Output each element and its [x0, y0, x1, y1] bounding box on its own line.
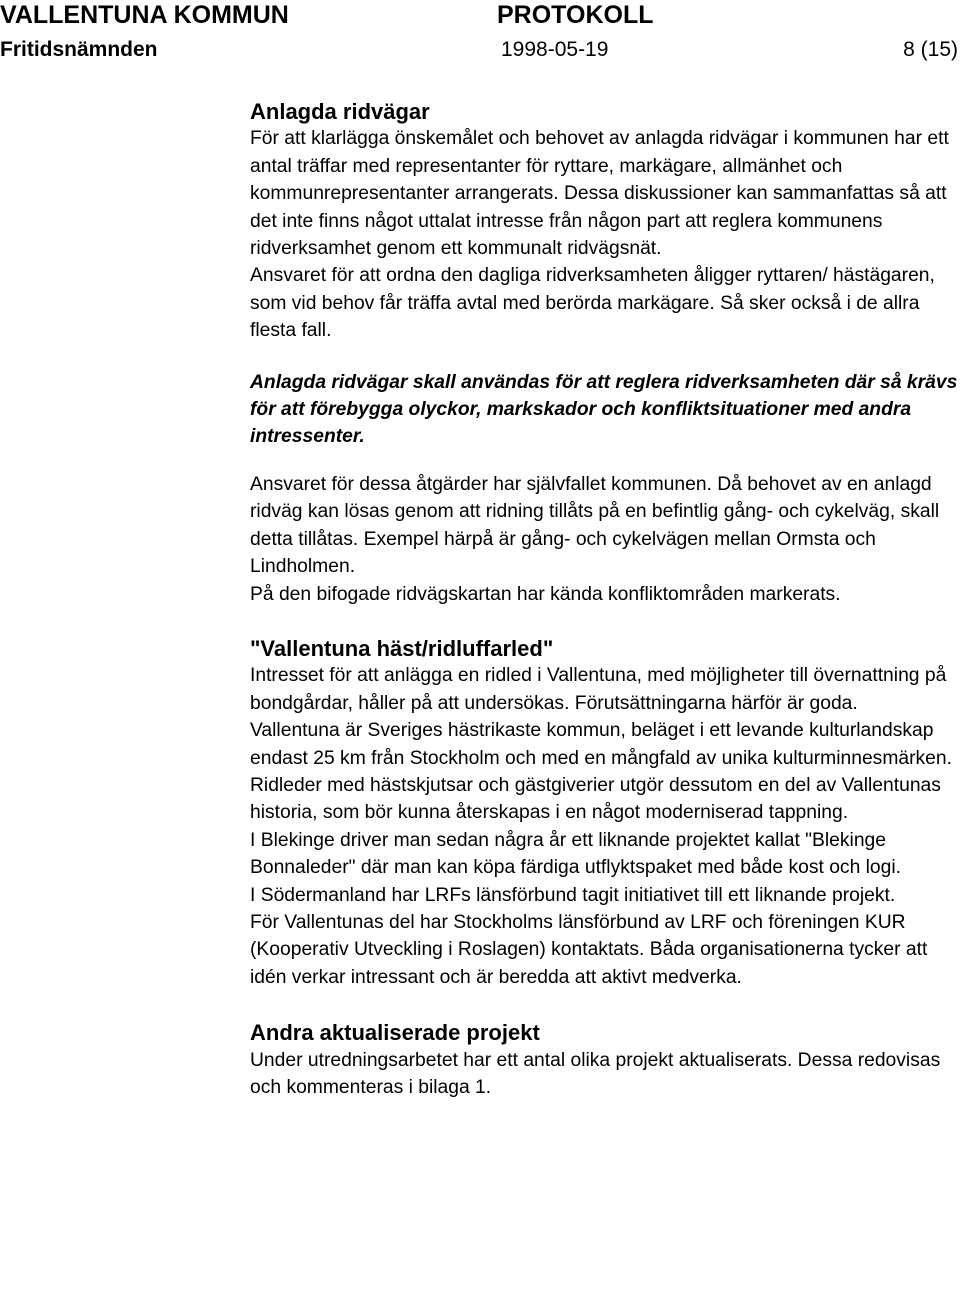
section-ridluffarled: [250, 635, 960, 991]
section-heading: Andra aktualiserade projekt: [250, 1020, 540, 1046]
committee-name: Fritidsnämnden: [0, 38, 158, 61]
paragraph: Under utredningsarbetet har ett antal olika projekt aktualiserats. Dessa redovisas och kommenteras i bilaga 1.: [250, 1049, 941, 1098]
paragraph: I Södermanland har LRFs länsförbund tagit initiativet till ett liknande projekt.: [250, 884, 896, 906]
document-type: PROTOKOLL: [497, 1, 654, 29]
page-header: [0, 0, 960, 70]
paragraph: Ansvaret för att ordna den dagliga ridverksamheten åligger ryttaren/ hästägaren, som vid behov får träffa avtal med berörda markägare. Så sker också i de allra flesta fall.: [250, 265, 935, 342]
paragraph: På den bifogade ridvägskartan har kända konfliktområden markerats.: [250, 583, 841, 605]
page-number: 8 (15): [903, 38, 958, 61]
paragraph: För Vallentunas del har Stockholms länsförbund av LRF och föreningen KUR (Kooperativ Utveckling i Roslagen) kontaktats. Båda organisationerna tycker att idén verkar intressant och är beredda att aktivt medverka.: [250, 911, 928, 988]
meeting-date: 1998-05-19: [501, 38, 609, 61]
paragraph: För att klarlägga önskemålet och behovet av anlagda ridvägar i kommunen har ett antal träffar med representanter för ryttare, markägare, allmänhet och kommunrepresentanter arrangerats. Dessa diskussioner kan sammanfattas så att det inte finns något uttalat intresse från någon part att reglera kommunens ridverksamhet genom ett kommunalt ridvägsnät.: [250, 128, 949, 260]
section-anlagda-ridvagar: [250, 98, 960, 608]
organization-name: VALLENTUNA KOMMUN: [0, 1, 289, 29]
paragraph: Ansvaret för dessa åtgärder har självfallet kommunen. Då behovet av en anlagd ridväg kan lösas genom att ridning tillåts på en befintlig gång- och cykelväg, skall detta tillåtas. Exempel härpå är gång- och cykelvägen mellan Ormsta och Lindholmen.: [250, 473, 940, 578]
paragraph: Vallentuna är Sveriges hästrikaste kommun, beläget i ett levande kulturlandskap endast 25 km från Stockholm och med en mångfald av unika kulturminnesmärken.: [250, 720, 952, 769]
paragraph: I Blekinge driver man sedan några år ett liknande projektet kallat "Blekinge Bonnaleder" där man kan köpa färdiga utflyktspaket med både kost och logi.: [250, 829, 902, 879]
section-heading: Anlagda ridvägar: [250, 99, 430, 124]
section-heading: "Vallentuna häst/ridluffarled": [250, 635, 554, 661]
decision-statement: Anlagda ridvägar skall användas för att reglera ridverksamheten där så krävs för att förebygga olyckor, markskador och konfliktsituationer med andra intressenter.: [250, 371, 958, 448]
document-body: [250, 98, 960, 1101]
section-andra-projekt: [250, 1019, 960, 1101]
paragraph: Ridleder med hästskjutsar och gästgiverier utgör dessutom en del av Vallentunas historia, som bör kunna återskapas i en något moderniserad tappning.: [250, 774, 941, 824]
paragraph: Intresset för att anlägga en ridled i Vallentuna, med möjligheter till övernattning på bondgårdar, håller på att undersökas. Förutsättningarna härför är goda.: [250, 665, 947, 714]
